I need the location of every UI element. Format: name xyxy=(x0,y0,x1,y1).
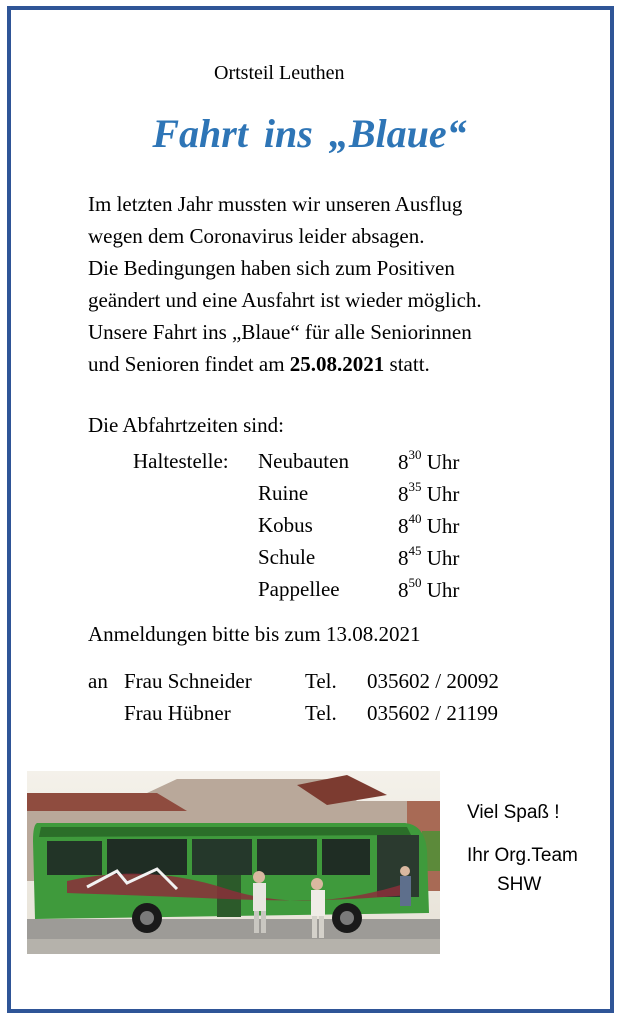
departure-time xyxy=(398,545,459,571)
time-hour: 8 xyxy=(398,546,409,570)
stop-name: Neubauten xyxy=(258,449,349,473)
contact-row xyxy=(0,669,619,701)
time-minute: 35 xyxy=(408,479,422,494)
stop-name: Pappellee xyxy=(258,577,340,601)
tel-label: Tel. xyxy=(305,669,337,693)
intro-line: Unsere Fahrt ins „Blaue“ für alle Seniorinnen xyxy=(88,320,472,344)
tel-label: Tel. xyxy=(305,701,337,725)
intro-paragraph xyxy=(88,188,482,380)
stop-name: Kobus xyxy=(258,513,313,537)
time-minute: 40 xyxy=(408,511,422,526)
contact-name: Frau Hübner xyxy=(124,701,231,725)
contact-prefix: an xyxy=(88,669,108,693)
departure-row xyxy=(0,481,619,513)
stop-name: Ruine xyxy=(258,481,309,505)
time-unit: Uhr xyxy=(426,482,460,506)
intro-line-suffix: statt. xyxy=(384,352,430,376)
phone-number: 035602 / 20092 xyxy=(367,669,499,693)
district-label: Ortsteil Leuthen xyxy=(214,62,345,84)
departure-time xyxy=(398,577,459,603)
bus-photo xyxy=(27,771,440,954)
time-minute: 30 xyxy=(408,447,422,462)
departure-row xyxy=(0,449,619,481)
departure-time xyxy=(398,481,459,507)
contact-row xyxy=(0,701,619,733)
contact-name: Frau Schneider xyxy=(124,669,252,693)
intro-line-prefix: und Senioren findet am xyxy=(88,352,290,376)
time-unit: Uhr xyxy=(426,514,460,538)
closing-signature: Ihr Org.Team xyxy=(467,845,578,866)
departure-row xyxy=(0,513,619,545)
time-hour: 8 xyxy=(398,514,409,538)
time-minute: 45 xyxy=(408,543,422,558)
time-unit: Uhr xyxy=(426,450,460,474)
stop-name: Schule xyxy=(258,545,316,569)
stop-label: Haltestelle: xyxy=(133,449,229,473)
closing-greeting: Viel Spaß ! xyxy=(467,802,560,823)
time-minute: 50 xyxy=(408,575,422,590)
departure-row xyxy=(0,545,619,577)
intro-line: Im letzten Jahr mussten wir unseren Ausflug xyxy=(88,192,463,216)
departures-heading: Die Abfahrtzeiten sind: xyxy=(88,413,284,437)
time-unit: Uhr xyxy=(426,578,460,602)
event-date: 25.08.2021 xyxy=(289,352,385,376)
closing-org: SHW xyxy=(497,874,542,895)
departure-row xyxy=(0,577,619,609)
departure-time xyxy=(398,513,459,539)
intro-line: Die Bedingungen haben sich zum Positiven xyxy=(88,256,455,280)
time-unit: Uhr xyxy=(426,546,460,570)
time-hour: 8 xyxy=(398,450,409,474)
time-hour: 8 xyxy=(398,482,409,506)
departure-time xyxy=(398,449,459,475)
registration-deadline: Anmeldungen bitte bis zum 13.08.2021 xyxy=(88,622,421,646)
phone-number: 035602 / 21199 xyxy=(367,701,499,725)
page-title: Fahrt ins „Blaue“ xyxy=(152,111,467,156)
intro-line: wegen dem Coronavirus leider absagen. xyxy=(88,224,425,248)
time-hour: 8 xyxy=(398,578,409,602)
intro-line: geändert und eine Ausfahrt ist wieder möglich. xyxy=(88,288,482,312)
intro-line xyxy=(88,348,482,380)
